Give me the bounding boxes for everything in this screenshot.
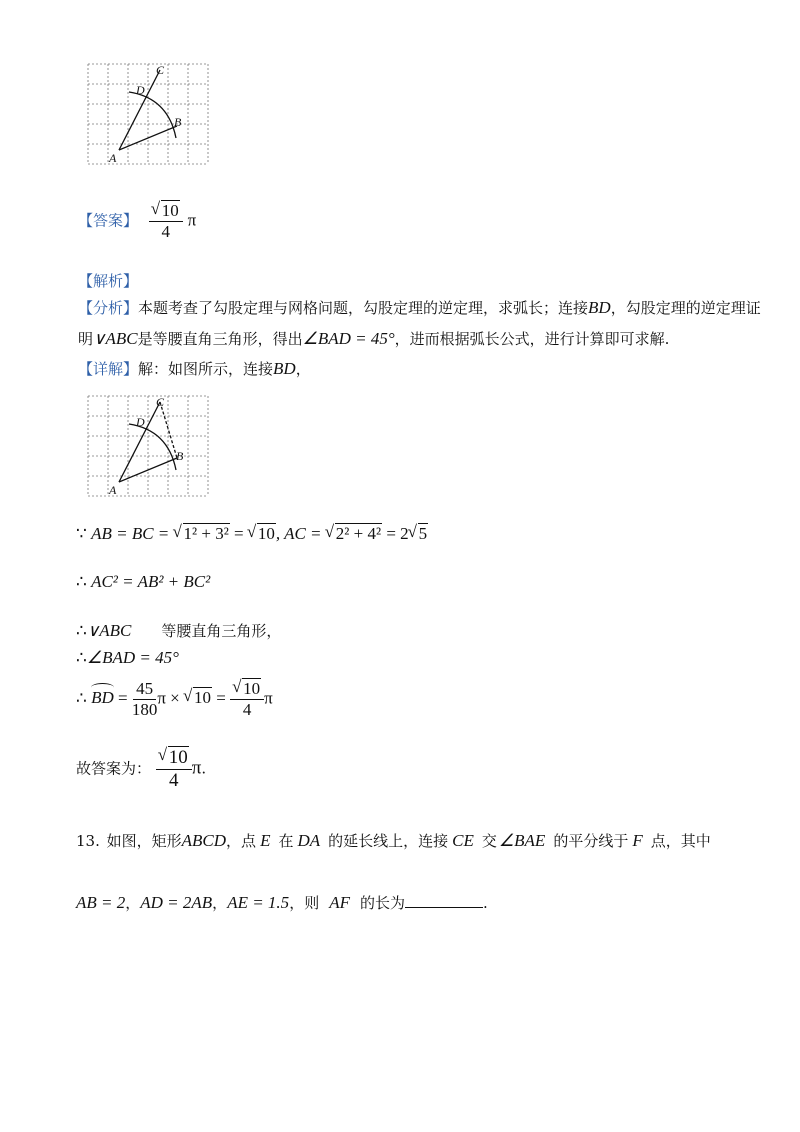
label-c: C	[156, 63, 165, 77]
answer-line	[78, 202, 196, 241]
fenxi-tri: ∨ABC	[93, 329, 138, 348]
answer-tag: 【答案】	[78, 211, 139, 230]
q13-line-1	[76, 830, 711, 851]
m5-rad: 10	[194, 688, 212, 708]
q13-t1: 如图，矩形	[106, 832, 182, 850]
xiangjie-bd: BD	[273, 359, 296, 378]
m1-rad3: 2² + 4²	[335, 524, 382, 543]
m3-tri: ∨ABC	[86, 621, 132, 640]
label-b: B	[174, 115, 182, 129]
m5-eq2: =	[212, 688, 231, 708]
m1-b: =	[229, 524, 248, 543]
label-d-2: D	[136, 415, 145, 429]
fenxi-bd: BD	[588, 298, 611, 317]
m1-rad2: 10	[257, 524, 275, 543]
final-text: 故答案为：	[76, 759, 152, 778]
q13-ae: AE = 1.5	[227, 893, 290, 912]
analysis-tag: 【解析】	[78, 272, 139, 290]
m5-eq1: =	[113, 688, 132, 708]
fenxi-angle: ∠BAD = 45°	[302, 329, 395, 348]
m5-num2: 10	[243, 679, 261, 698]
q13-t3: 在	[278, 832, 294, 850]
m1-a: AB = BC =	[91, 524, 174, 543]
math-line-3	[76, 620, 281, 641]
m5-num1: 45	[133, 680, 156, 700]
m1-rad4: 5	[418, 524, 428, 543]
m5-mid: π ×	[157, 688, 185, 708]
m5-arc: BD	[91, 688, 114, 708]
q13-period: .	[483, 894, 488, 912]
therefore-symbol: ∴	[76, 688, 87, 709]
m5-den2: 4	[242, 699, 252, 719]
q13-ab: AB = 2	[76, 893, 126, 912]
therefore-symbol: ∴	[76, 648, 87, 668]
fenxi-text-5: ，进而根据弧长公式，进行计算即可求解.	[394, 330, 670, 348]
xiangjie-line	[78, 358, 311, 379]
m1-rad1: 1² + 3²	[183, 524, 229, 543]
m1-d: = 2	[382, 524, 409, 543]
final-answer	[76, 748, 206, 791]
xiangjie-tag: 【详解】	[78, 360, 139, 378]
final-den: 4	[169, 769, 179, 791]
fenxi-text-4: 是等腰直角三角形，得出	[137, 330, 303, 348]
label-a-2: A	[109, 483, 117, 497]
q13-c2: ，	[212, 894, 228, 912]
q13-t7: 点，其中	[650, 832, 711, 850]
fenxi-tag: 【分析】	[78, 299, 139, 317]
label-b-2: B	[176, 449, 184, 463]
q13-af: AF	[329, 893, 350, 912]
m3-text: 等腰直角三角形，	[161, 622, 282, 640]
q13-number: 13.	[76, 832, 100, 850]
q13-abcd: ABCD	[181, 831, 227, 850]
answer-den: 4	[161, 221, 171, 241]
q13-bae: ∠BAE	[498, 831, 546, 850]
math-line-5	[76, 680, 273, 719]
xiangjie-comma: ，	[295, 360, 311, 378]
final-num: 10	[168, 747, 188, 768]
math-line-1	[76, 524, 428, 544]
grid-figure-2	[84, 392, 214, 504]
q13-c1: ，	[125, 894, 141, 912]
answer-num: 10	[161, 201, 179, 220]
m5-den1: 180	[131, 699, 158, 719]
m5-pi: π	[264, 688, 273, 708]
m4-expr: ∠BAD = 45°	[86, 648, 179, 667]
label-a: A	[109, 151, 117, 165]
fenxi-text-2: ，勾股定理的逆定理证	[610, 299, 761, 317]
grid-figure-1	[84, 60, 214, 172]
xiangjie-text: 解：如图所示，连接	[138, 360, 274, 378]
therefore-symbol: ∴	[76, 572, 87, 592]
label-d: D	[136, 83, 145, 97]
final-pi: π	[191, 757, 202, 779]
fenxi-text-1: 本题考查了勾股定理与网格问题，勾股定理的逆定理，求弧长；连接	[138, 299, 589, 317]
q13-e: E	[260, 831, 271, 850]
q13-t8: 的长为	[359, 894, 405, 912]
therefore-symbol: ∴	[76, 621, 87, 641]
answer-blank[interactable]	[405, 893, 483, 908]
math-line-2	[76, 572, 210, 592]
m1-c: , AC =	[275, 524, 326, 543]
m2-expr: AC² = AB² + BC²	[91, 572, 211, 591]
q13-f: F	[632, 831, 643, 850]
fenxi-text-3: 明	[78, 330, 94, 348]
q13-ce: CE	[452, 831, 474, 850]
fenxi-line-2	[78, 328, 669, 349]
q13-c3: ，则	[289, 894, 320, 912]
fenxi-line-1	[78, 297, 761, 318]
label-c-2: C	[156, 395, 165, 409]
q13-line-2	[76, 892, 488, 913]
q13-t4: 的延长线上，连接	[328, 832, 449, 850]
q13-da: DA	[297, 831, 321, 850]
q13-t2: ，点	[226, 832, 257, 850]
q13-t6: 的平分线于	[553, 832, 629, 850]
math-line-4	[76, 648, 179, 668]
answer-pi: π	[187, 210, 197, 230]
final-period: .	[201, 759, 207, 778]
q13-t5: 交	[481, 832, 497, 850]
because-symbol: ∵	[76, 524, 87, 544]
q13-ad: AD = 2AB	[140, 893, 213, 912]
